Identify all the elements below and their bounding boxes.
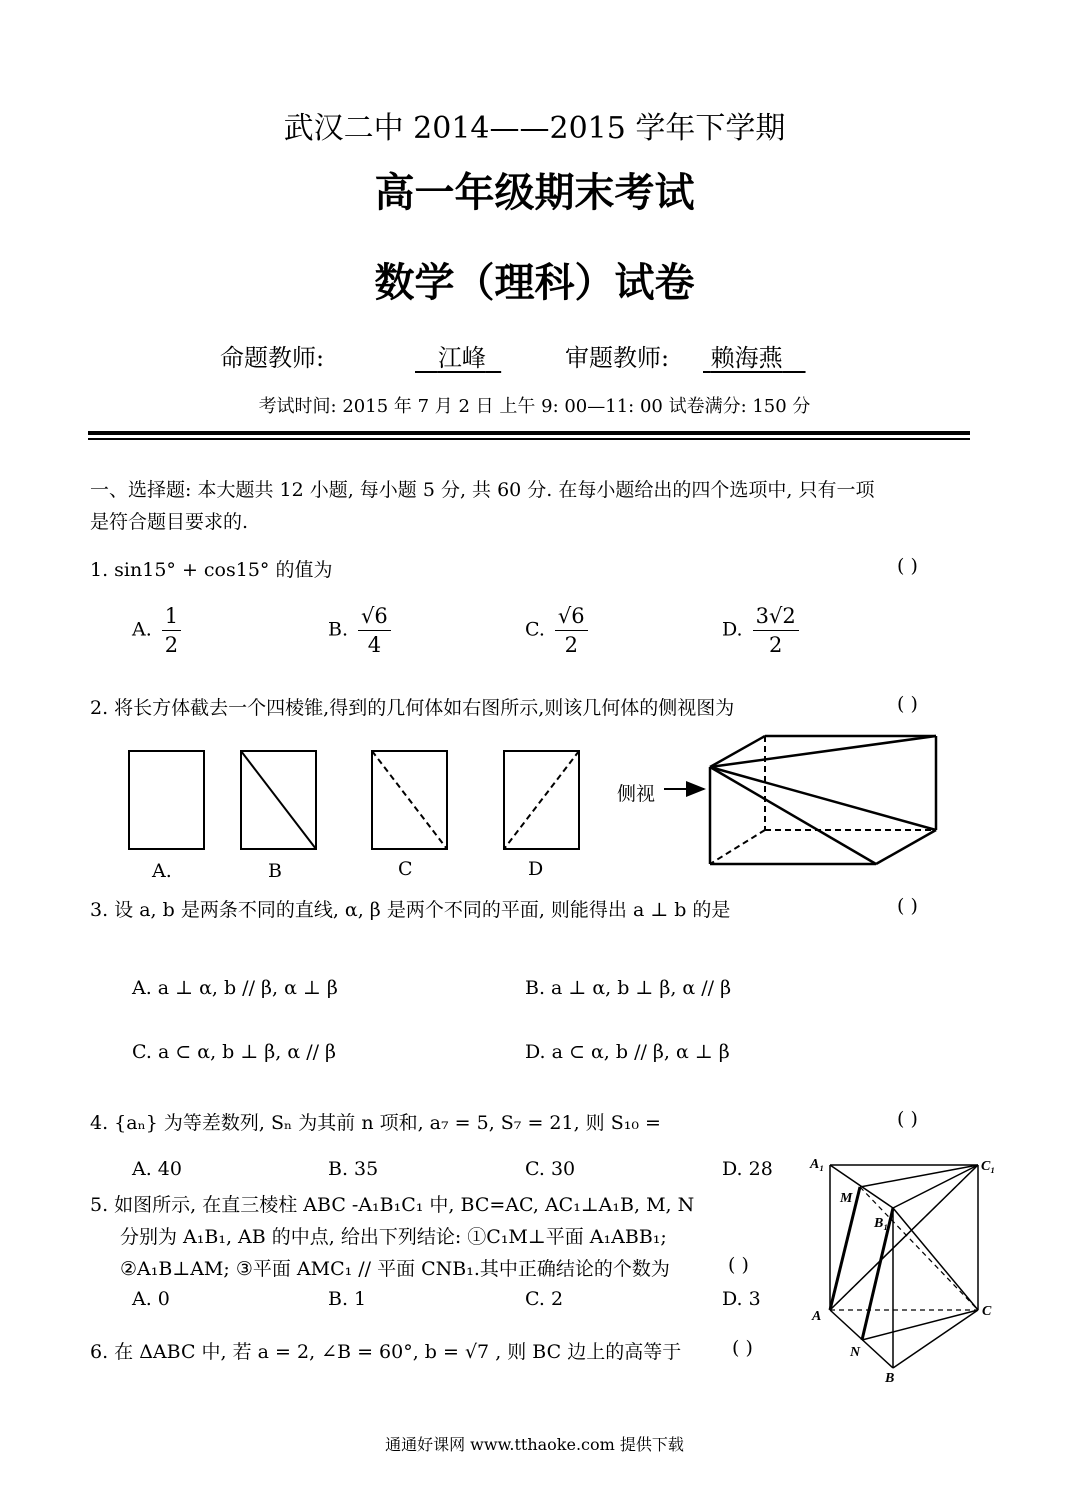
q2-figure-c xyxy=(372,751,447,849)
q2-label-c: C xyxy=(398,858,413,880)
q2-label-d: D xyxy=(528,858,544,880)
answer-paren-5: ( ) xyxy=(728,1254,749,1276)
q1-option-b: B. $\frac{√6}{4}$ xyxy=(328,604,391,657)
label-B1: B₁ xyxy=(874,1216,889,1231)
q3-option-d: D. a ⊂ α, b // β, α ⊥ β xyxy=(525,1041,730,1063)
q1-option-d: D. $\frac{3√2}{2}$ xyxy=(722,604,799,657)
q3-option-c: C. a ⊂ α, b ⊥ β, α // β xyxy=(132,1041,337,1063)
question-1: 1. sin15° + cos15° 的值为 xyxy=(90,559,333,581)
header-rule-thick xyxy=(88,431,970,435)
answer-paren-6: ( ) xyxy=(732,1337,753,1359)
question-4: 4. {aₙ} 为等差数列, Sₙ 为其前 n 项和, a₇ = 5, S₇ = 21, 则 S₁₀ = xyxy=(90,1112,661,1134)
question-2: 2. 将长方体截去一个四棱锥,得到的几何体如右图所示,则该几何体的侧视图为 xyxy=(90,697,735,719)
exam-info: 考试时间: 2015 年 7 月 2 日 上午 9: 00—11: 00 试卷满分: 150 分 xyxy=(258,396,811,417)
q2-label-b: B xyxy=(268,860,282,882)
q4-option-c: C. 30 xyxy=(525,1158,576,1180)
exam-subject-title: 数学（理科）试卷 xyxy=(374,260,695,306)
exam-grade-title: 高一年级期末考试 xyxy=(374,170,695,216)
q2-solid-figure xyxy=(660,730,950,870)
q1-option-a: A. $\frac{1}{2}$ xyxy=(132,604,181,657)
q2-figure-a xyxy=(129,751,204,849)
question-6: 6. 在 ΔABC 中, 若 a = 2, ∠B = 60°, b = √7 , 则 BC 边上的高等于 xyxy=(90,1341,682,1363)
label-B: B xyxy=(885,1371,895,1386)
side-view-label: 侧视 xyxy=(617,783,656,805)
header-rule-thin xyxy=(88,438,970,440)
question-5-line-3: ②A₁B⊥AM; ③平面 AMC₁ // 平面 CNB₁.其中正确结论的个数为 xyxy=(120,1258,670,1280)
q1-option-c: C. $\frac{√6}{2}$ xyxy=(525,604,588,657)
footer-source: 通通好课网 www.tthaoke.com 提供下载 xyxy=(385,1435,684,1454)
question-5-line-2: 分别为 A₁B₁, AB 的中点, 给出下列结论: ①C₁M⊥平面 A₁ABB₁; xyxy=(120,1226,667,1248)
section-heading: 一、选择题: 本大题共 12 小题, 每小题 5 分, 共 60 分. 在每小题给出的四个选项中, 只有一项 是符合题目要求的. xyxy=(90,479,875,533)
q2-figure-b xyxy=(241,751,316,849)
answer-paren-2: ( ) xyxy=(897,693,918,715)
q3-option-a: A. a ⊥ α, b // β, α ⊥ β xyxy=(132,977,338,999)
q4-option-b: B. 35 xyxy=(328,1158,379,1180)
q4-option-d: D. 28 xyxy=(722,1158,773,1180)
label-A: A xyxy=(812,1309,822,1324)
question-3: 3. 设 a, b 是两条不同的直线, α, β 是两个不同的平面, 则能得出 a ⊥ b 的是 xyxy=(90,899,731,921)
answer-paren-4: ( ) xyxy=(897,1108,918,1130)
q2-figure-d xyxy=(504,751,579,849)
q5-option-d: D. 3 xyxy=(722,1288,761,1310)
q5-option-a: A. 0 xyxy=(132,1288,170,1310)
answer-paren-3: ( ) xyxy=(897,895,918,917)
label-C: C xyxy=(982,1304,992,1319)
exam-school-term: 武汉二中 2014——2015 学年下学期 xyxy=(283,111,786,146)
answer-paren-1: ( ) xyxy=(897,555,918,577)
q5-option-b: B. 1 xyxy=(328,1288,367,1310)
label-N: N xyxy=(850,1345,861,1360)
q2-label-a: A. xyxy=(152,860,172,882)
reviewer-name: 赖海燕 xyxy=(710,344,783,372)
q3-option-b: B. a ⊥ α, b ⊥ β, α // β xyxy=(525,977,732,999)
label-C1: C₁ xyxy=(981,1159,996,1174)
label-A1: A₁ xyxy=(810,1157,825,1172)
q5-option-c: C. 2 xyxy=(525,1288,564,1310)
label-M: M xyxy=(840,1191,853,1206)
setter-name: 江峰 xyxy=(437,344,486,372)
reviewer-label: 审题教师: xyxy=(565,344,670,372)
q5-prism-figure xyxy=(800,1150,1020,1390)
q4-option-a: A. 40 xyxy=(132,1158,182,1180)
setter-label: 命题教师: xyxy=(220,344,325,372)
question-5-line-1: 5. 如图所示, 在直三棱柱 ABC -A₁B₁C₁ 中, BC=AC, AC₁⊥A₁B, M, N xyxy=(90,1194,695,1216)
